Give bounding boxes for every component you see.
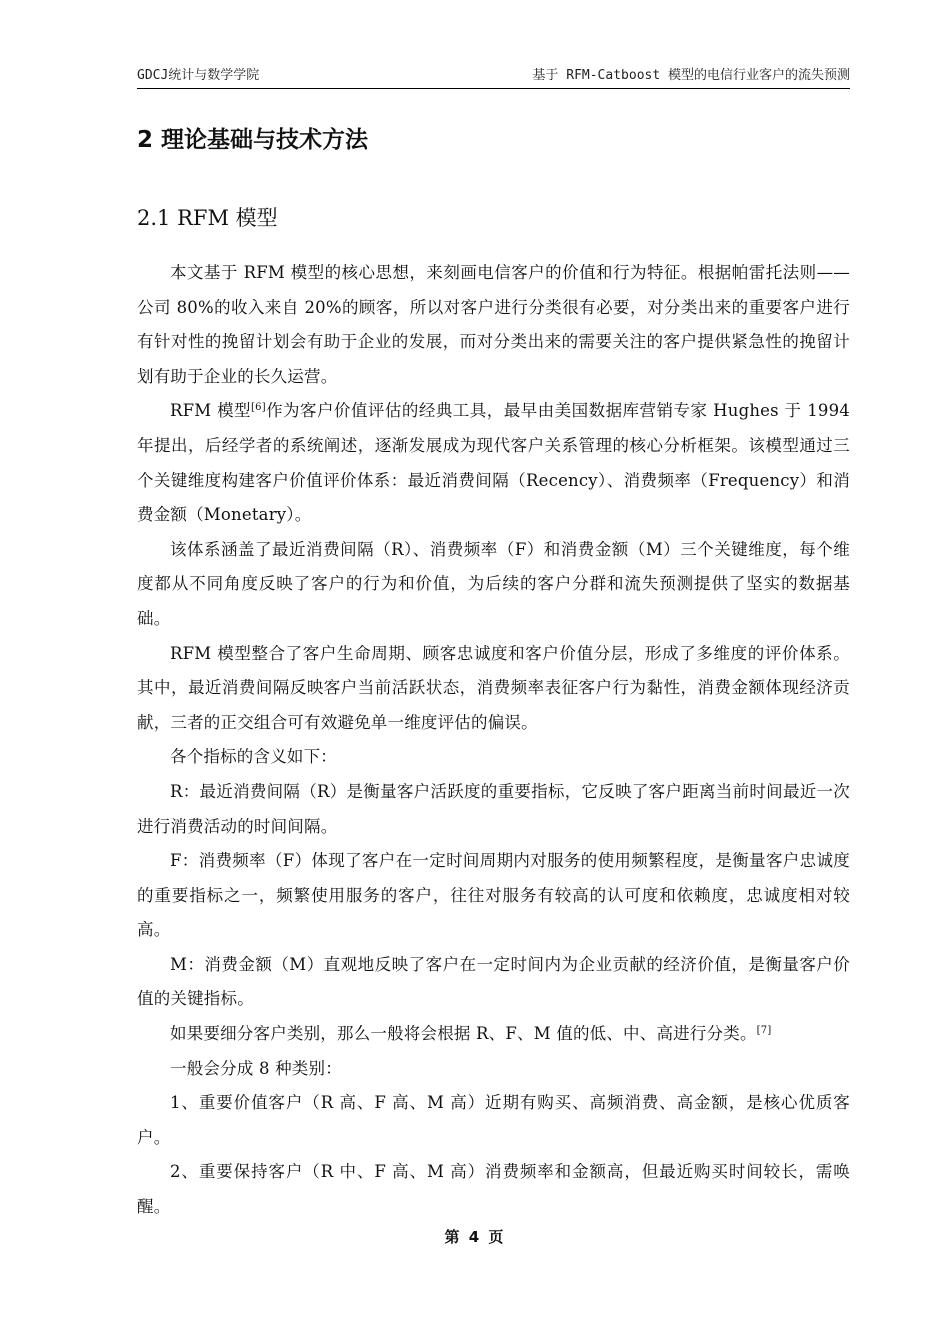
- citation: [7]: [756, 1025, 772, 1037]
- paragraph-text: RFM 模型: [170, 401, 252, 421]
- running-header: [137, 66, 850, 86]
- header-thesis-title: 基于 RFM-Catboost 模型的电信行业客户的流失预测: [532, 68, 850, 83]
- paragraph: 1、重要价值客户（R 高、F 高、M 高）近期有购买、高频消费、高金额，是核心优质客户。: [137, 1093, 850, 1147]
- paragraph: 2、重要保持客户（R 中、F 高、M 高）消费频率和金额高，但最近购买时间较长，需唤醒。: [137, 1162, 850, 1217]
- header-institution: GDCJ统计与数学学院: [137, 68, 260, 83]
- paragraph: 该体系涵盖了最近消费间隔（R）、消费频率（F）和消费金额（M）三个关键维度，每个维度都从不同角度反映了客户的行为和价值，为后续的客户分群和流失预测提供了坚实的数据基础。: [137, 539, 850, 628]
- paragraph: 本文基于 RFM 模型的核心思想，来刻画电信客户的价值和行为特征。根据帕雷托法则——公司 80%的收入来自 20%的顾客，所以对客户进行分类很有必要，对分类出来的重要客户进行有针对性的挽留计划会有助于企业的发展，而对分类出来的需要关注的客户提供紧急性的挽留计划有助于企业的长久运营。: [137, 263, 850, 386]
- body-text: [137, 256, 850, 1225]
- paragraph-text: 作为客户价值评估的经典工具，最早由美国数据库营销专家 Hughes 于 1994 年提出，后经学者的系统阐述，逐渐发展成为现代客户关系管理的核心分析框架。该模型通过三个关键维度构建客户价值评价体系：最近消费间隔（Recency）、消费频率（Frequency）和消费金额（Monetary）。: [137, 401, 850, 525]
- page-number: 第 4 页: [444, 1228, 506, 1246]
- section-title: 2.1 RFM 模型: [137, 206, 278, 230]
- paragraph: M：消费金额（M）直观地反映了客户在一定时间内为企业贡献的经济价值，是衡量客户价值的关键指标。: [137, 954, 850, 1009]
- paragraph: RFM 模型整合了客户生命周期、顾客忠诚度和客户价值分层，形成了多维度的评价体系。其中，最近消费间隔反映客户当前活跃状态，消费频率表征客户行为黏性，消费金额体现经济贡献，三者的正交组合可有效避免单一维度评估的偏误。: [137, 643, 850, 732]
- paragraph: [137, 394, 850, 532]
- paragraph: R：最近消费间隔（R）是衡量客户活跃度的重要指标，它反映了客户距离当前时间最近一次进行消费活动的时间间隔。: [137, 781, 850, 836]
- chapter-title: 2 理论基础与技术方法: [137, 127, 369, 153]
- paragraph: [137, 1017, 850, 1052]
- citation: [6]: [251, 402, 266, 414]
- paragraph: 各个指标的含义如下：: [170, 747, 337, 767]
- paragraph-text: 如果要细分客户类别，那么一般将会根据 R、F、M 值的低、中、高进行分类。: [170, 1024, 757, 1044]
- paragraph: F：消费频率（F）体现了客户在一定时间周期内对服务的使用频繁程度，是衡量客户忠诚度的重要指标之一，频繁使用服务的客户，往往对服务有较高的认可度和依赖度，忠诚度相对较高。: [137, 851, 850, 940]
- paragraph: 一般会分成 8 种类别：: [170, 1058, 342, 1078]
- header-rule: [137, 88, 850, 89]
